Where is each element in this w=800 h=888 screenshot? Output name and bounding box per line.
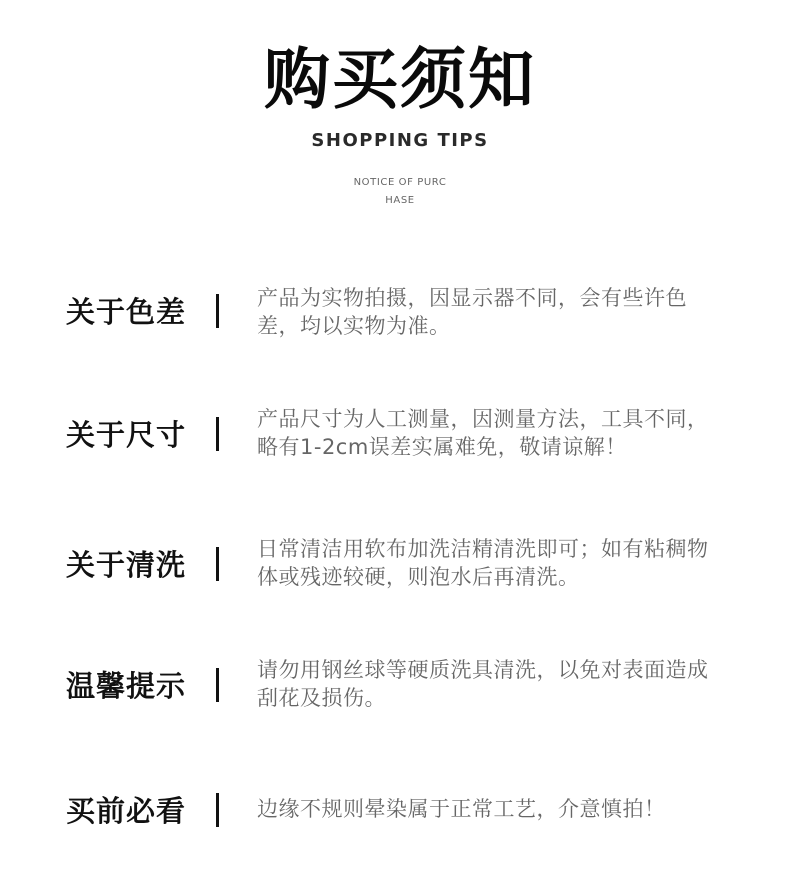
page-title: 购买须知 bbox=[264, 41, 536, 118]
tip-color-difference bbox=[0, 270, 800, 350]
tip-divider bbox=[216, 793, 219, 827]
tip-label: 温馨提示 bbox=[66, 668, 187, 703]
tip-divider bbox=[216, 668, 219, 702]
tip-label: 关于尺寸 bbox=[66, 417, 187, 452]
tip-label: 关于清洗 bbox=[66, 547, 187, 582]
tip-before-buying bbox=[0, 769, 800, 849]
tip-cleaning bbox=[0, 523, 800, 603]
page-subtitle: SHOPPING TIPS bbox=[311, 130, 489, 151]
tip-warm-reminder bbox=[0, 644, 800, 724]
tip-text: 边缘不规则晕染属于正常工艺，介意慎拍！ bbox=[257, 797, 666, 821]
tip-size bbox=[0, 393, 800, 473]
tip-text: 日常清洁用软布加洗洁精清洗即可；如有粘稠物体或残迹较硬，则泡水后再清洗。 bbox=[257, 537, 709, 589]
tip-divider bbox=[216, 294, 219, 328]
tip-divider bbox=[216, 417, 219, 451]
tip-label: 关于色差 bbox=[66, 294, 187, 329]
header bbox=[0, 0, 800, 230]
tip-text: 请勿用钢丝球等硬质洗具清洗，以免对表面造成刮花及损伤。 bbox=[257, 658, 709, 710]
tip-divider bbox=[216, 547, 219, 581]
tip-text: 产品尺寸为人工测量，因测量方法，工具不同，略有1-2cm误差实属难免，敬请谅解！ bbox=[257, 407, 709, 459]
notice-text: NOTICE OF PURCHASE bbox=[353, 177, 447, 206]
tip-label: 买前必看 bbox=[66, 793, 187, 828]
tip-text: 产品为实物拍摄，因显示器不同，会有些许色差，均以实物为准。 bbox=[257, 286, 687, 338]
